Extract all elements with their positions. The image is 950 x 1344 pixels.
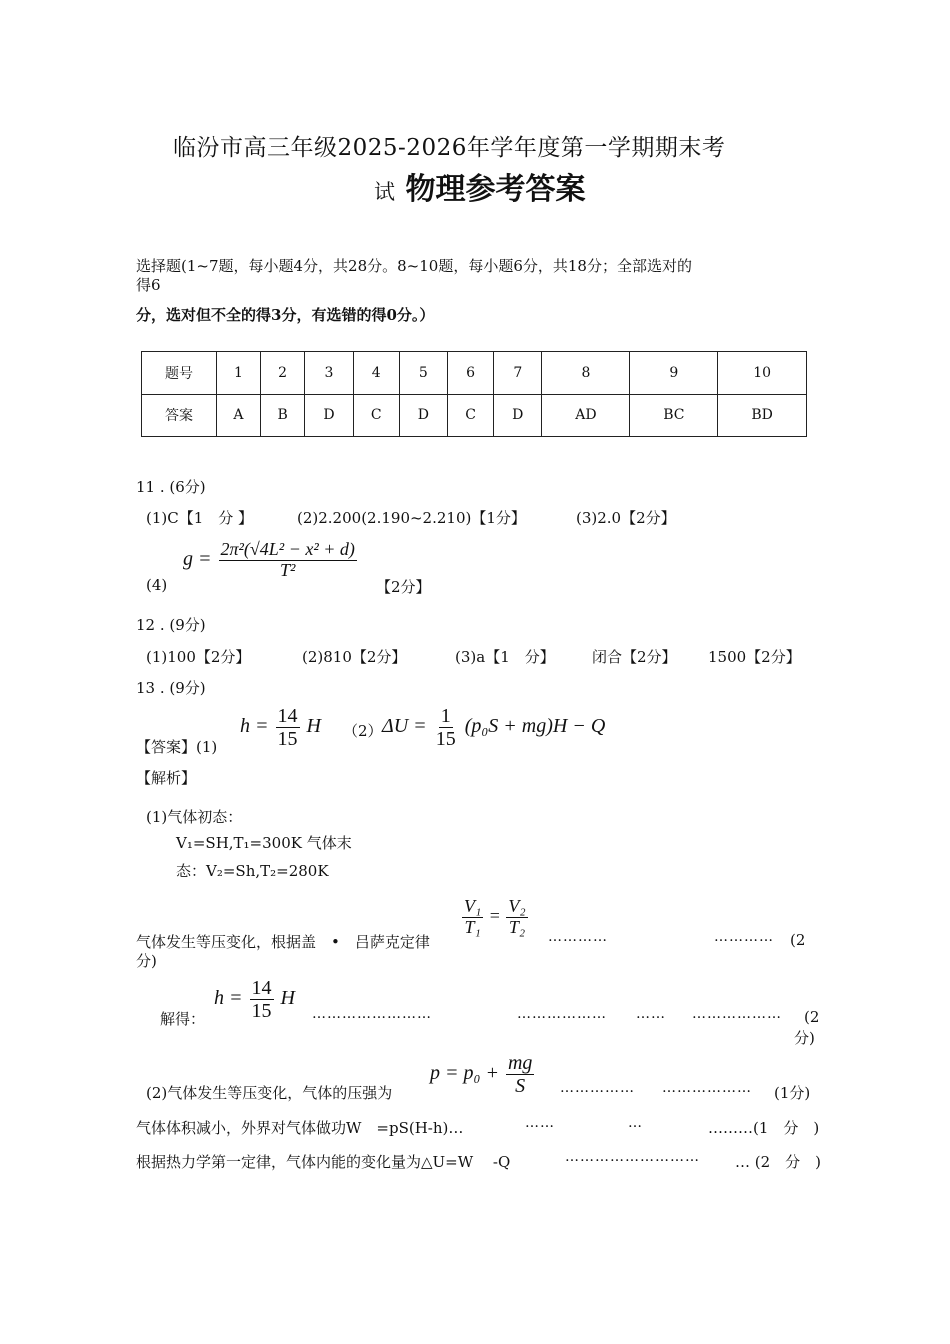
q11-part-2: (2)2.200(2.190~2.210)【1分】	[297, 509, 526, 527]
formula-rhs: H	[306, 715, 321, 738]
q13-step-8-dots: ………………………	[565, 1149, 700, 1165]
formula-equals: =	[489, 905, 500, 926]
table-cell-answer: BC	[630, 394, 718, 437]
formula-denominator: T²	[279, 559, 296, 580]
table-cell-number: 1	[217, 352, 261, 395]
q13-answer-2-label: （2）	[343, 722, 383, 740]
formula-denominator: S	[515, 1075, 526, 1097]
q12-item-3: (3)a【1 分】	[455, 648, 555, 666]
q13-step-6-text: (2)气体发生等压变化，气体的压强为	[146, 1084, 393, 1102]
formula-fraction	[276, 705, 300, 750]
intro-line-1: 选择题(1~7题，每小题4分，共28分。8~10题，每小题6分，共18分；全部选对的	[136, 257, 692, 275]
formula-lhs: p = p₀ +	[430, 1062, 499, 1085]
title-line-2	[374, 164, 585, 208]
formula-denominator: T₂	[508, 916, 526, 937]
q13-step-7-dots-1: ……	[525, 1115, 555, 1131]
q13-step-5-formula	[214, 977, 295, 1022]
table-row	[142, 394, 807, 437]
table-cell-answer: C	[447, 394, 493, 437]
title-line-1: 临汾市高三年级2025-2026年学年度第一学期期末考	[173, 135, 726, 161]
q11-heading: 11 . (6分)	[136, 478, 206, 496]
q13-step-5-dots-2: ………………	[517, 1006, 607, 1022]
formula-denominator: 15	[277, 728, 298, 750]
q13-step-8-tail: … (2 分 )	[735, 1153, 822, 1171]
q13-step-7-dots-2: …	[628, 1115, 643, 1131]
formula-numerator: V₂	[508, 896, 526, 916]
table-cell-answer: D	[399, 394, 447, 437]
formula-fraction	[250, 977, 274, 1022]
formula-fraction	[506, 1052, 534, 1097]
q13-step-5-dots-3: ……	[636, 1006, 666, 1022]
formula-fraction	[434, 705, 458, 750]
intro-line-2: 得6	[136, 276, 161, 294]
q12-item-2: (2)810【2分】	[302, 648, 407, 666]
q13-step-7-tail: ………(1 分 )	[708, 1119, 820, 1137]
formula-lhs: g =	[183, 547, 212, 570]
q13-step-3: 态：V₂=Sh,T₂=280K	[176, 862, 329, 880]
q13-step-5-score-b: 分)	[794, 1029, 815, 1047]
q13-step-4-dots-1: …………	[548, 929, 608, 945]
intro-line-3: 分，选对但不全的得3分，有选错的得0分。）	[136, 306, 435, 324]
formula-numerator: mg	[507, 1052, 533, 1074]
q13-step-5-score-a: (2	[804, 1008, 820, 1026]
q13-step-2: V₁=SH,T₁=300K 气体末	[176, 834, 352, 852]
title-line-2-prefix: 试	[374, 180, 395, 204]
table-row	[142, 352, 807, 395]
table-cell-number: 8	[542, 352, 630, 395]
formula-numerator: 14	[251, 977, 272, 999]
q13-step-4-score-b: 分)	[136, 952, 157, 970]
q13-heading: 13 . (9分)	[136, 679, 206, 697]
q13-step-4-dots-2: …………	[714, 929, 774, 945]
q11-part-4-score: 【2分】	[376, 578, 431, 596]
q13-step-4-score-a: (2	[790, 931, 806, 949]
table-cell-answer: A	[217, 394, 261, 437]
q13-step-6-dots-1: ……………	[560, 1080, 635, 1096]
q13-step-6-formula	[430, 1052, 536, 1097]
formula-denominator: 15	[251, 1000, 272, 1022]
formula-rhs: (p₀S + mg)H − Q	[464, 715, 606, 738]
q13-step-4-text: 气体发生等压变化，根据盖 • 吕萨克定律	[136, 933, 430, 951]
q13-step-4-formula	[460, 897, 530, 938]
formula-denominator: 15	[435, 728, 456, 750]
table-cell-answer: B	[260, 394, 305, 437]
q13-answer-2-formula	[382, 705, 605, 750]
table-header-label: 题号	[142, 352, 217, 395]
q13-step-5-dots-1: ……………………	[312, 1006, 432, 1022]
table-cell-answer: D	[305, 394, 353, 437]
table-cell-number: 4	[353, 352, 399, 395]
q11-part-4-label: (4)	[146, 576, 168, 594]
table-cell-number: 9	[630, 352, 718, 395]
q11-part-1: (1)C【1 分 】	[146, 509, 254, 527]
table-cell-answer: D	[494, 394, 542, 437]
q13-step-1: (1)气体初态：	[146, 808, 243, 826]
q13-step-5-dots-4: ………………	[692, 1006, 782, 1022]
formula-fraction	[219, 540, 357, 581]
formula-numerator: 14	[277, 705, 298, 727]
table-cell-number: 3	[305, 352, 353, 395]
table-cell-number: 7	[494, 352, 542, 395]
q12-item-5: 1500【2分】	[708, 648, 801, 666]
table-cell-number: 5	[399, 352, 447, 395]
table-cell-number: 2	[260, 352, 305, 395]
table-answer-label: 答案	[142, 394, 217, 437]
formula-fraction-right	[506, 897, 527, 938]
formula-fraction-left	[462, 897, 483, 938]
table-cell-answer: AD	[542, 394, 630, 437]
formula-lhs: ΔU =	[382, 715, 427, 738]
formula-numerator: 1	[440, 705, 451, 727]
q13-step-8-text: 根据热力学第一定律，气体内能的变化量为△U=W -Q	[136, 1153, 511, 1171]
formula-numerator: V₁	[464, 896, 482, 916]
answer-table	[141, 351, 807, 437]
q12-item-4: 闭合【2分】	[592, 648, 677, 666]
table-cell-answer: BD	[718, 394, 807, 437]
table-cell-answer: C	[353, 394, 399, 437]
formula-denominator: T₁	[464, 916, 481, 937]
formula-rhs: H	[280, 987, 295, 1010]
table-cell-number: 10	[718, 352, 807, 395]
q13-answer-1-formula	[240, 705, 321, 750]
q13-step-7-text: 气体体积减小，外界对气体做功W =pS(H-h)…	[136, 1119, 464, 1137]
formula-numerator: 2π²(√4L² − x² + d)	[220, 539, 355, 559]
q12-heading: 12 . (9分)	[136, 616, 206, 634]
table-cell-number: 6	[447, 352, 493, 395]
formula-lhs: h =	[214, 987, 243, 1010]
q13-analysis-label: 【解析】	[136, 769, 197, 787]
title-line-2-main: 物理参考答案	[405, 172, 586, 207]
q13-step-6-dots-2: ………………	[662, 1080, 752, 1096]
q11-part-3: (3)2.0【2分】	[576, 509, 676, 527]
q12-item-1: (1)100【2分】	[146, 648, 251, 666]
formula-lhs: h =	[240, 715, 269, 738]
q13-step-6-score: (1分)	[774, 1084, 811, 1102]
q13-answer-label: 【答案】(1)	[136, 738, 218, 756]
q13-step-5-label: 解得：	[160, 1010, 206, 1028]
q11-formula	[183, 540, 359, 581]
